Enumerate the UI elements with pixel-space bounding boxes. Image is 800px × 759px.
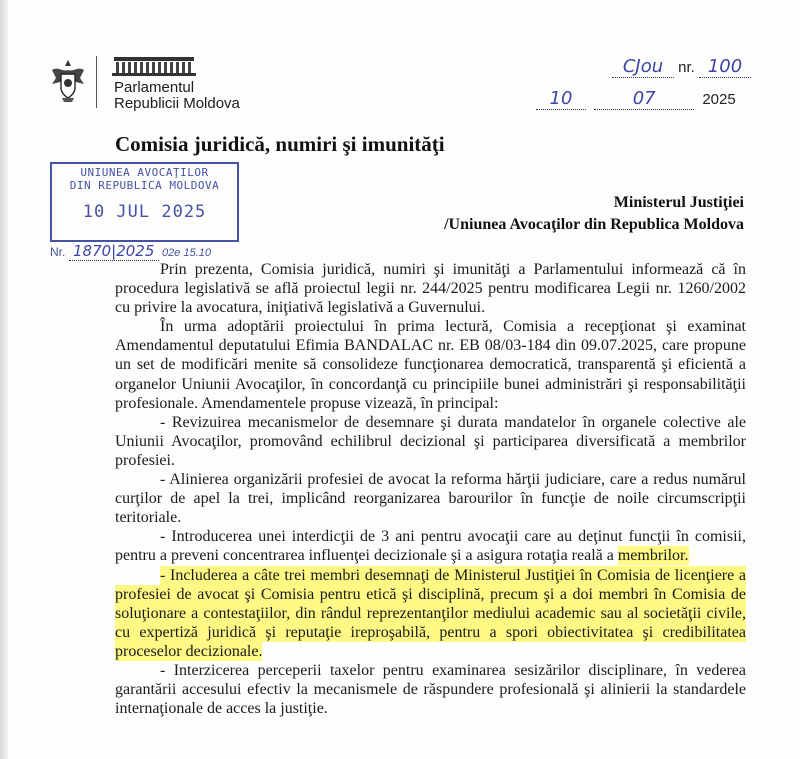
ref-handwritten: CJou — [612, 56, 674, 78]
list-item — [115, 527, 746, 565]
header-divider — [96, 56, 97, 108]
institution-line-1: Parlamentul — [114, 79, 195, 96]
paragraph-intro: Prin prezenta, Comisia juridică, numiri şi imunităţi a Parlamentului informează că în procedura legislativă se află proiectul legii nr. 244/2025 pentru modificarea Legii nr. 1260/2002 cu privire la avocatura, iniţiativă legislativă a Guvernului. — [115, 261, 746, 317]
paragraph-amendment: În urma adoptării proiectului în prima lectură, Comisia a recepţionat şi examinat Amendamentul deputatului Efimia BANDALAC nr. EB 08/03-184 din 09.07.2025, care propune un set de modificări menite să consolideze funcţionarea democratică, transparentă şi eficientă a organelor Uniunii Avocaţilor, în concordanţă cu principiile bunei administrări şi responsabilităţii profesionale. Amendamentele propuse vizează, în principal: — [115, 318, 746, 412]
stamp-line-1: UNIUNEA AVOCAŢILOR — [80, 166, 209, 179]
registration-stamp — [50, 162, 239, 242]
date-year: 2025 — [702, 91, 736, 108]
stamp-nr-value: 1870|2025 — [69, 242, 159, 261]
commission-title: Comisia juridică, numiri şi imunităţi — [115, 132, 445, 156]
reference-number — [612, 56, 751, 78]
date-day: 10 — [536, 88, 586, 110]
letter-body — [115, 260, 746, 718]
ref-number-value: 100 — [699, 56, 751, 78]
stamp-nr-label: Nr. — [50, 245, 66, 259]
list-item-text: - Introducerea unei interdicţii de 3 ani pentru avocaţii care au deţinut funcţii în comisii, pentru a preveni concentrarea influenţei decizionale şi a asigura rotaţia reală a — [115, 528, 746, 565]
ref-label: nr. — [678, 59, 695, 76]
stamp-line-2: DIN REPUBLICA MOLDOVA — [69, 179, 220, 192]
moldova-coat-of-arms-icon — [48, 58, 88, 104]
addressee-bar-union: /Uniunea Avocaţilor din Republica Moldova — [444, 216, 744, 233]
list-item: - Revizuirea mecanismelor de desemnare şi durata mandatelor în organele colective ale Uniunii Avocaţilor, promovând echilibrul decizional şi participarea diversificată a membrilor profesiei. — [115, 413, 746, 469]
stamp-nr-extra: 02e 15.10 — [162, 247, 211, 259]
highlighted-text: membrilor. — [617, 547, 689, 565]
stamp-registration-number — [50, 242, 211, 261]
highlighted-text: - Includerea a câte trei membri desemnaţi de Ministerul Justiţiei în Comisia de licenţiere a profesiei de avocat şi Comisia pentru etică şi disciplină, precum şi a doi membri în Comisia de soluţionare a contestaţiilor, din rândul reprezentanţilor mediului academic sau al societăţii civile, cu expertiză juridică şi reputaţie ireproşabilă, pentru a spori obiectivitatea şi credibilitatea proceselor decizionale. — [115, 566, 746, 660]
parliament-building-icon — [112, 55, 196, 77]
institution-line-2: Republicii Moldova — [114, 95, 240, 112]
list-item-highlighted — [115, 566, 746, 661]
addressee-ministry: Ministerul Justiţiei — [613, 194, 744, 211]
date-month: 07 — [594, 88, 694, 110]
institution-name — [114, 80, 240, 112]
list-item: - Interzicerea perceperii taxelor pentru examinarea sesizărilor disciplinare, în vederea garantării accesului efectiv la mecanismele de răspundere profesională şi alinierii la standardele internaţionale de acces la justiţie. — [115, 661, 746, 718]
document-date — [536, 88, 736, 110]
list-item: - Alinierea organizării profesiei de avocat la reforma hărţii judiciare, care a redus numărul curţilor de apel la trei, implicând reorganizarea barourilor în funcţie de noile circumscripţii teritoriale. — [115, 471, 746, 527]
stamp-date: 10 JUL 2025 — [82, 202, 207, 222]
page-edge — [0, 0, 8, 759]
